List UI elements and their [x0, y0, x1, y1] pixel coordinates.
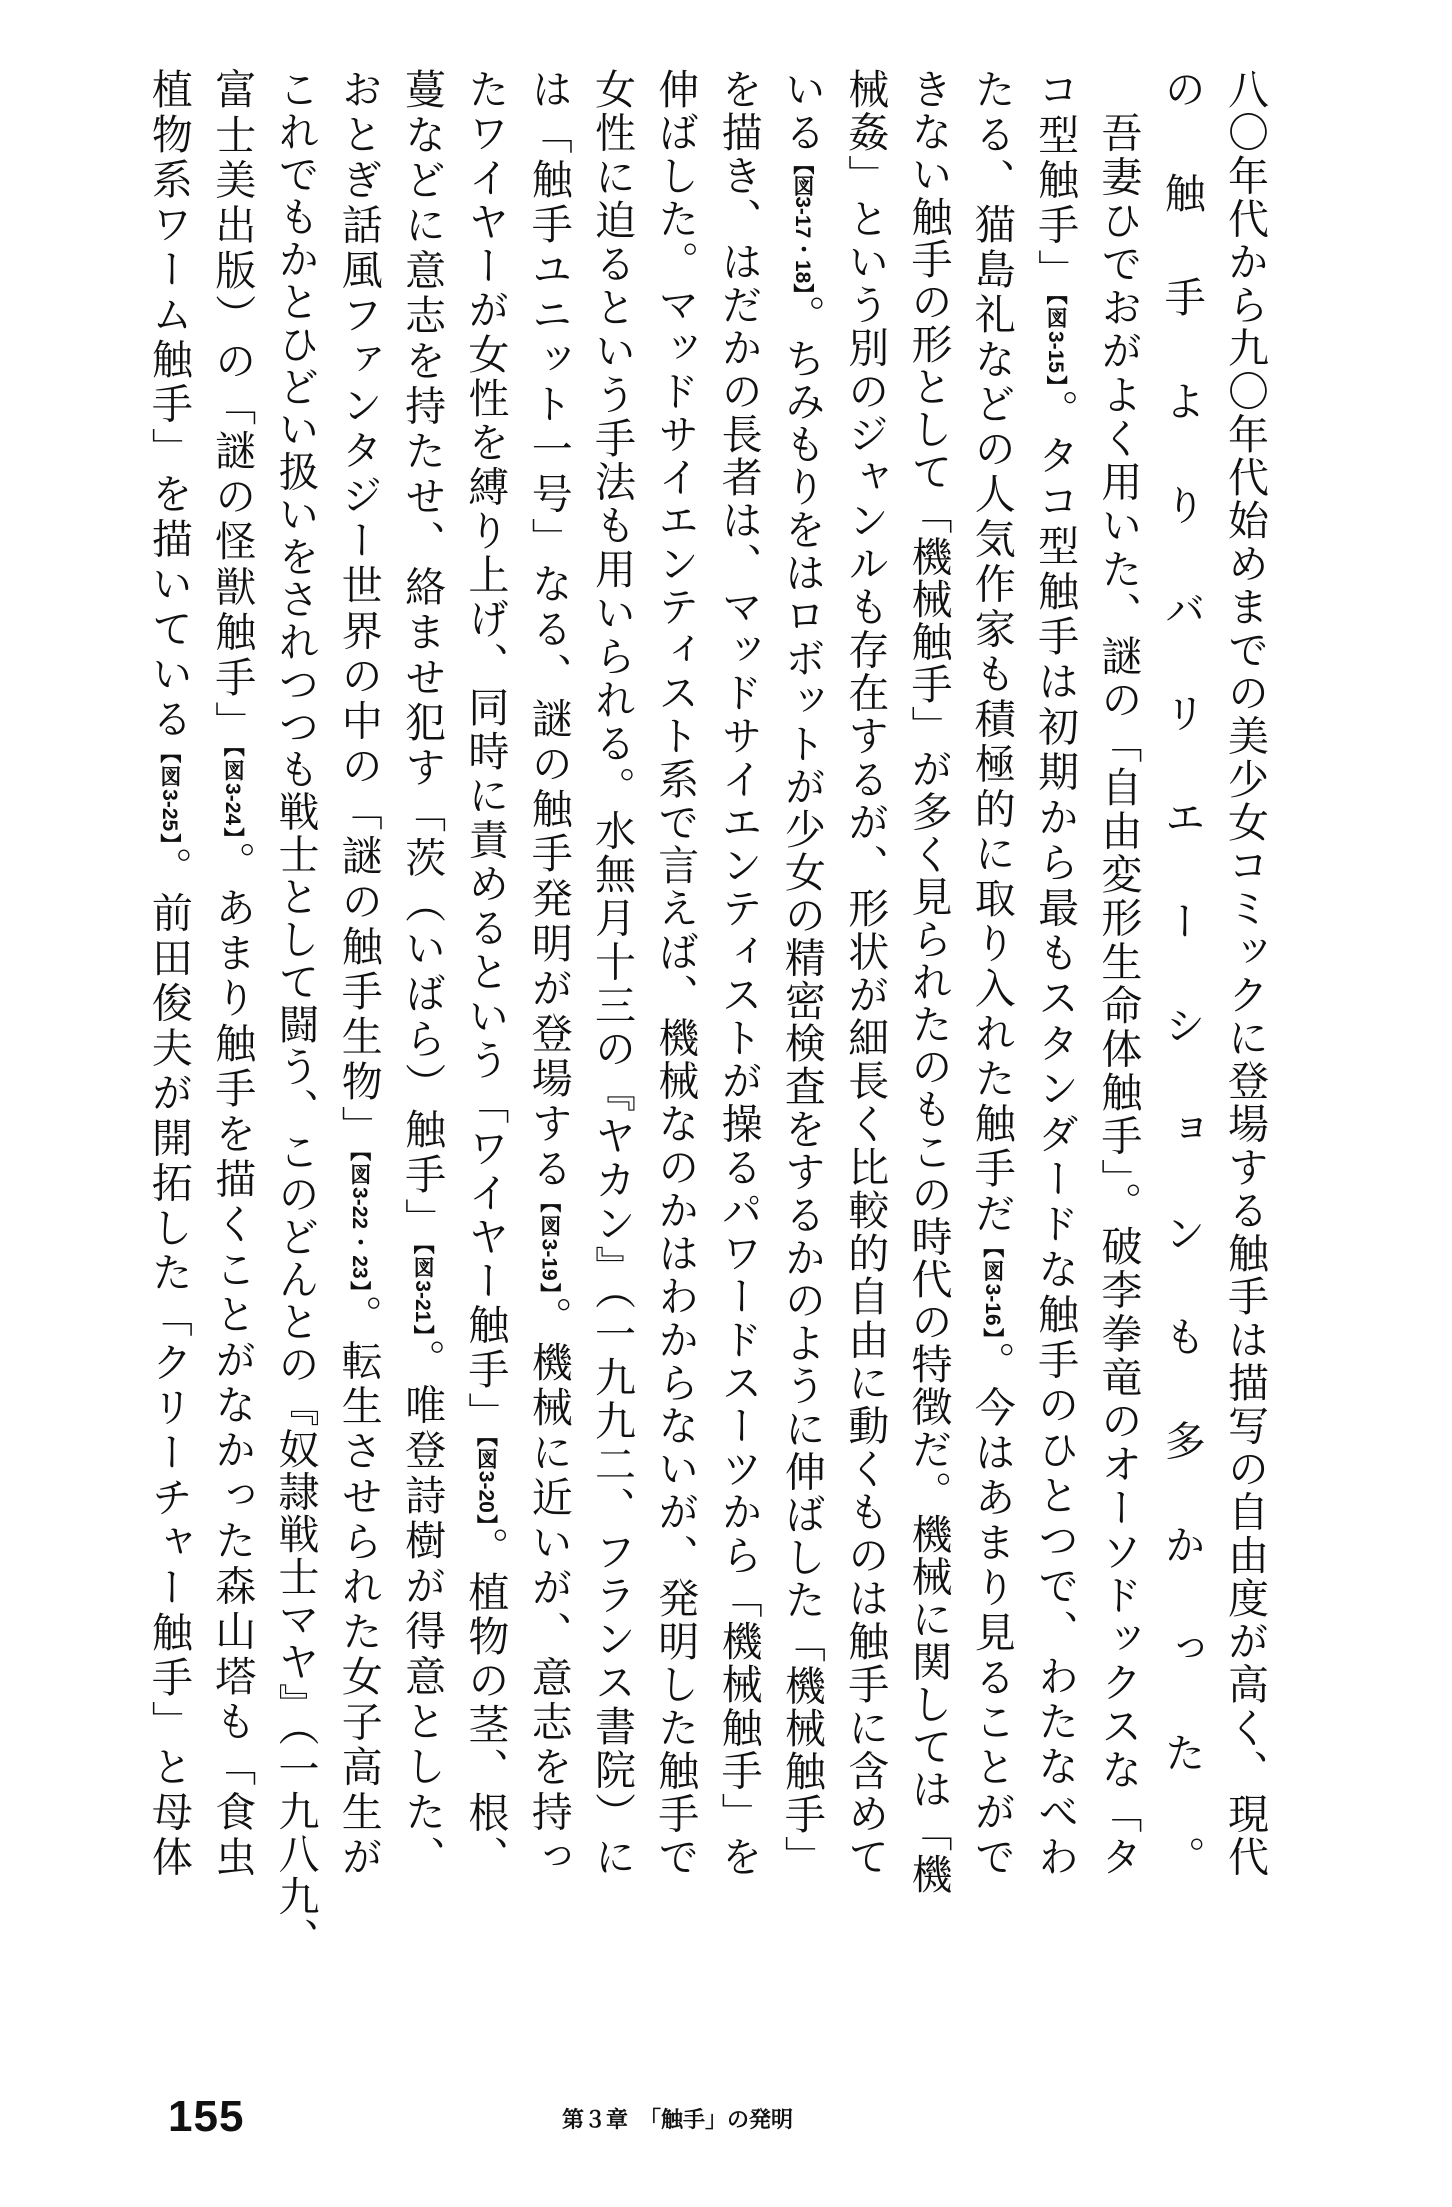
figure-reference: 【図3-24】 — [221, 746, 245, 841]
figure-reference: 【図3-19】 — [537, 1191, 561, 1297]
text-column — [266, 68, 326, 1960]
text-run: 。唯登詩樹が得意とした、 — [398, 1338, 447, 1879]
figure-reference: 【図3-17・18】 — [790, 153, 814, 295]
text-column — [1025, 68, 1085, 1878]
text-run: を描き、はだかの長者は、マッドサイエンティストが操るパワードスーツから「機械触手」を — [714, 68, 763, 1878]
text-column — [1215, 68, 1275, 1878]
text-column — [1088, 68, 1148, 1878]
text-column — [139, 68, 199, 1878]
text-run: 。今はあまり見ることがで — [967, 1341, 1016, 1879]
text-run: 植物系ワーム触手」を描いている — [144, 68, 193, 743]
text-column — [645, 68, 705, 1878]
text-run: おとぎ話風ファンタジー世界の中の「謎の触手生物」 — [334, 68, 383, 1151]
text-run: これでもかとひどい扱いをされつつも戦士として闘う、このどんとの『奴隷戦士マヤ』（一九八九、 — [271, 68, 320, 1960]
text-column — [202, 68, 262, 1878]
text-column — [772, 68, 832, 1878]
text-run: 。前田俊夫が開拓した「クリーチャー触手」と母体 — [144, 846, 193, 1879]
text-run: 。転生させられた女子高生が — [334, 1294, 383, 1879]
figure-reference: 【図3-21】 — [411, 1243, 435, 1339]
text-run: は「触手ユニット一号」なる、謎の触手発明が登場する — [524, 68, 573, 1192]
text-column — [519, 68, 579, 1878]
text-column — [455, 68, 515, 1878]
text-run: 蔓などに意志を持たせ、絡ませ犯す「茨（いばら）触手」 — [398, 68, 447, 1244]
text-column — [899, 68, 959, 1896]
text-run: 富士美出版）の「謎の怪獣触手」 — [208, 68, 257, 747]
text-run: の触手よりバリエーションも多かった。 — [1157, 68, 1206, 1878]
text-run: 吾妻ひでおがよく用いた、謎の「自由変形生命体触手」。破李拳竜のオーソドックスな「タ — [1094, 68, 1143, 1878]
page-number: 155 — [168, 2092, 245, 2141]
figure-reference: 【図3-16】 — [980, 1236, 1004, 1342]
text-run: たワイヤーが女性を縛り上げ、同時に責めるという「ワイヤー触手」 — [461, 68, 510, 1437]
text-run: 。機械に近いが、意志を持っ — [524, 1296, 573, 1879]
text-column — [1152, 68, 1212, 1878]
figure-reference: 【図3-22・23】 — [347, 1150, 371, 1295]
text-run: 八〇年代から九〇年代始めまでの美少女コミックに登場する触手は描写の自由度が高く、現代 — [1221, 68, 1269, 1878]
text-run: きない触手の形として「機械触手」が多く見られたのもこの時代の特徴だ。機械に関しては「機 — [904, 68, 953, 1896]
text-column — [835, 68, 895, 1878]
text-run: 。あまり触手を描くことがなかった森山塔も「食虫 — [208, 840, 257, 1879]
text-run: いる — [777, 68, 826, 154]
figure-reference: 【図3-25】 — [157, 742, 181, 847]
running-footer-chapter: 第３章 「触手」の発明 — [562, 2107, 794, 2132]
text-run: 械姦」という別のジャンルも存在するが、形状が細長く比較的自由に動くものは触手に含めて — [841, 68, 890, 1878]
text-column — [962, 68, 1022, 1878]
text-column — [329, 68, 389, 1878]
text-run: 。ちみもりをはロボットが少女の精密検査をするかのように伸ばした「機械触手」 — [777, 294, 826, 1879]
text-run: 伸ばした。マッドサイエンティスト系で言えば、機械なのかはわからないが、発明した触手で — [651, 68, 700, 1878]
text-column — [582, 68, 642, 1878]
text-run: 。タコ型触手は初期から最もスタンダードな触手のひとつで、わたなべわ — [1031, 388, 1080, 1879]
text-column — [392, 68, 452, 1878]
figure-reference: 【図3-15】 — [1044, 294, 1068, 389]
text-column — [709, 68, 769, 1878]
figure-reference: 【図3-20】 — [474, 1436, 498, 1527]
text-run: コ型触手」 — [1031, 68, 1080, 295]
text-run: 女性に迫るという手法も用いられる。水無月十三の『ヤカン』（一九九二、フランス書院）に — [588, 68, 636, 1878]
text-run: たる、猫島礼などの人気作家も積極的に取り入れた触手だ — [967, 68, 1016, 1237]
text-run: 。植物の茎、根、 — [461, 1526, 510, 1879]
